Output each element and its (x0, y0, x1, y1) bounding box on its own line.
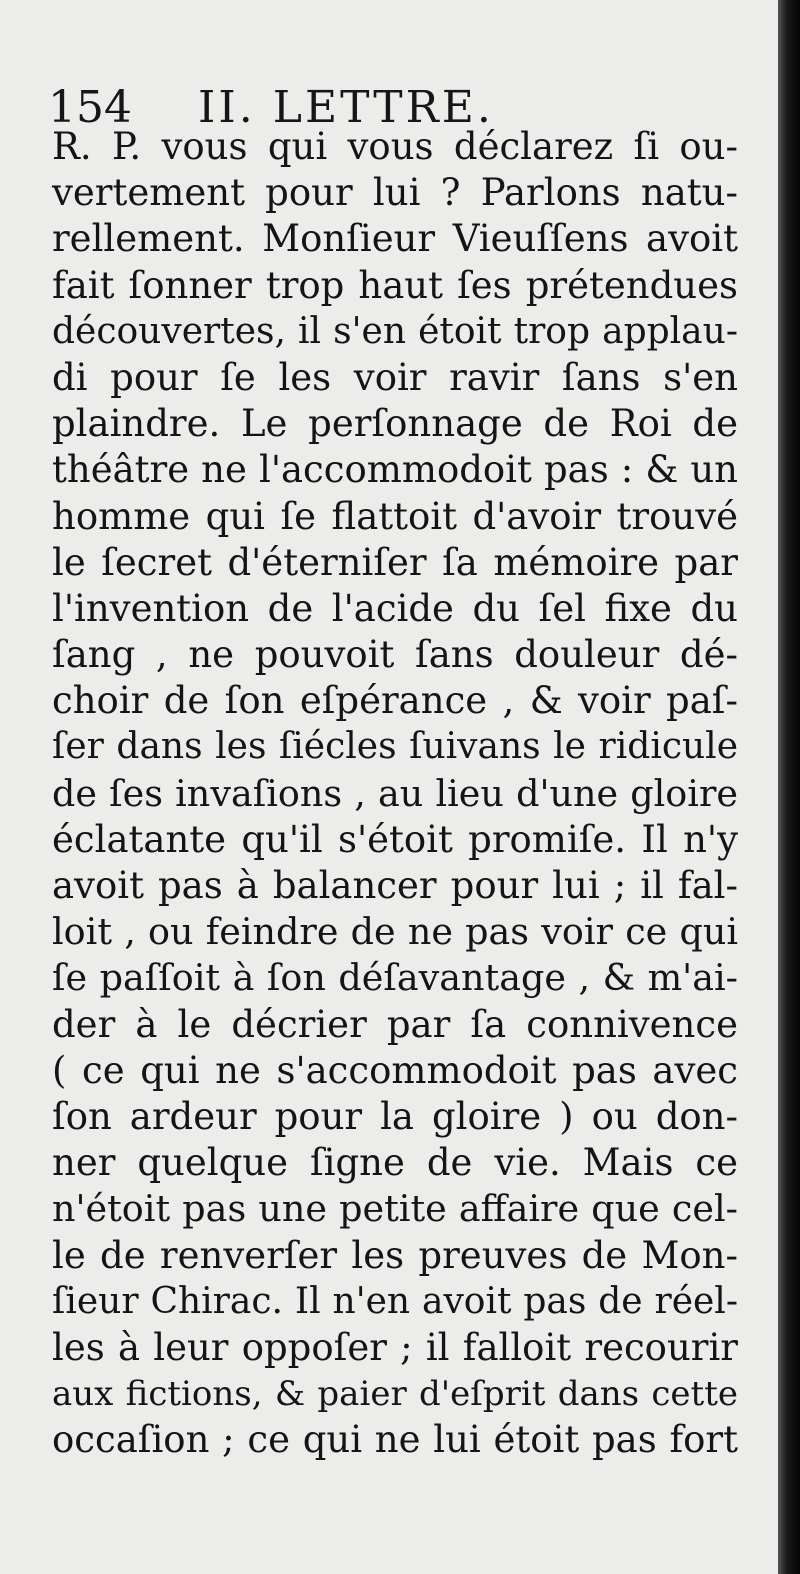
text-line: l'invention de l'acide du ſel fixe du (52, 586, 738, 630)
text-line: découvertes, il s'en étoit trop applau- (52, 310, 738, 352)
text-line: théâtre ne l'accommodoit pas : & un (52, 448, 738, 492)
text-line: le de renverſer les preuves de Mon- (52, 1233, 738, 1277)
text-line: n'étoit pas une petite affaire que cel- (52, 1187, 738, 1231)
text-line: fait ſonner trop haut ſes prétendues (52, 263, 738, 307)
text-line: ſon ardeur pour la gloire ) ou don- (52, 1094, 738, 1138)
page-number: 154 (48, 82, 132, 133)
text-line: ſang , ne pouvoit ſans douleur dé- (52, 633, 738, 677)
text-line: ner quelque ſigne de vie. Mais ce (52, 1141, 738, 1185)
text-line: di pour ſe les voir ravir ſans s'en (52, 355, 738, 399)
body-text (52, 124, 738, 1463)
text-line: choir de ſon eſpérance , & voir paſ- (52, 679, 738, 723)
text-line: vertement pour lui ? Parlons natu- (52, 171, 738, 215)
text-line: rellement. Monſieur Vieuſſens avoit (52, 217, 738, 261)
text-line: homme qui ſe flattoit d'avoir trouvé (52, 494, 738, 538)
text-line: les à leur oppoſer ; il falloit recourir (52, 1325, 738, 1369)
text-line: ( ce qui ne s'accommodoit pas avec (52, 1048, 738, 1092)
text-line: der à le décrier par ſa connivence (52, 1002, 738, 1046)
text-line: R. P. vous qui vous déclarez ſi ou- (52, 125, 738, 168)
text-line: aux fictions, & paier d'eſprit dans cette (52, 1374, 738, 1415)
text-line: avoit pas à balancer pour lui ; il fal- (52, 864, 738, 907)
text-line: éclatante qu'il s'étoit promiſe. Il n'y (52, 817, 738, 861)
page-edge-shadow (778, 0, 800, 1574)
text-line: ſieur Chirac. Il n'en avoit pas de réel- (52, 1280, 738, 1322)
text-line: plaindre. Le perſonnage de Roi de (52, 402, 738, 446)
text-line: de ſes invaſions , au lieu d'une gloire (52, 771, 738, 815)
text-line: ſe paſſoit à ſon déſavantage , & m'ai- (52, 956, 738, 1000)
text-line: occaſion ; ce qui ne lui étoit pas fort (52, 1418, 738, 1462)
running-title: II. LETTRE. (198, 82, 494, 133)
text-line: loit , ou feindre de ne pas voir ce qui (52, 910, 738, 954)
text-line: le ſecret d'éterniſer ſa mémoire par (52, 540, 738, 584)
text-line: ſer dans les ſiécles ſuivans le ridicule (52, 726, 738, 768)
